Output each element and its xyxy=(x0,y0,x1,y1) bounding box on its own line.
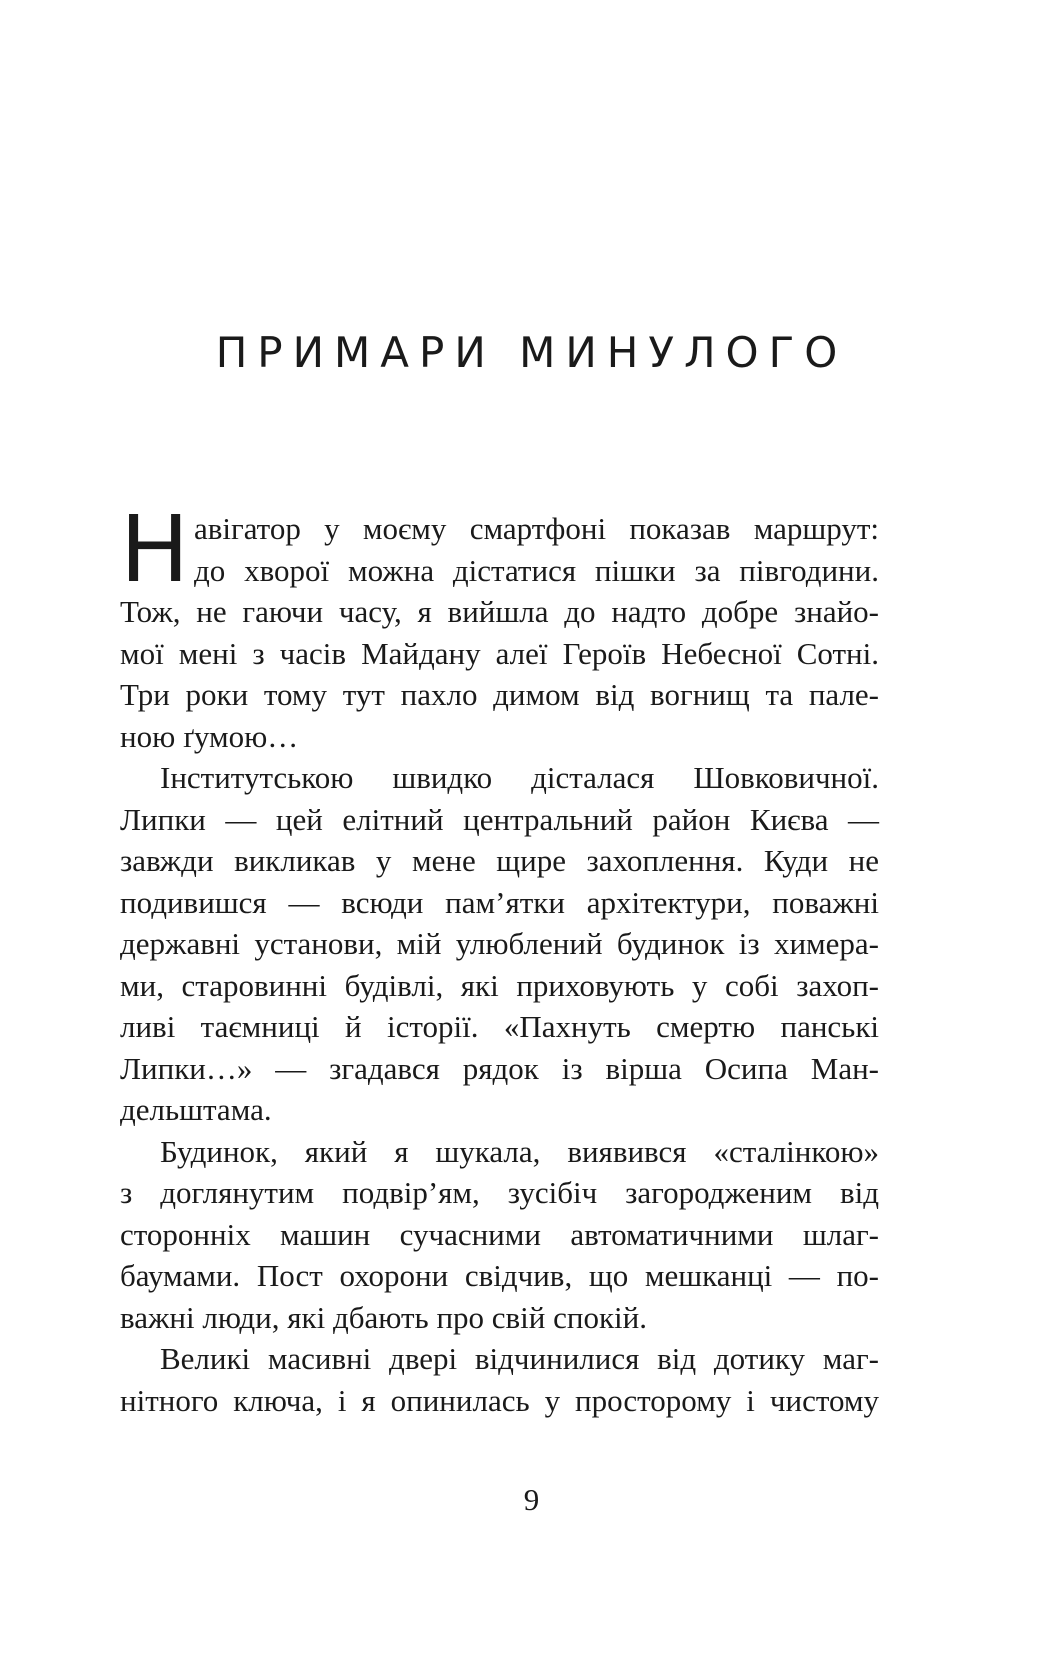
text-line: ною ґумою… xyxy=(120,718,299,754)
text-line: ливі таємниці й історії. «Пахнуть смертю панські xyxy=(120,1009,879,1044)
text-line: Будинок, який я шукала, виявився «сталінкою» xyxy=(160,1133,879,1169)
text-line: з доглянутим подвір’ям, зусібіч загородженим від xyxy=(120,1175,879,1210)
text-line: подивишся — всюди пам’ятки архітектури, поважні xyxy=(120,884,879,920)
text-line: завжди викликав у мене щире захоплення. Куди не xyxy=(120,843,879,878)
text-line: нітного ключа, і я опинилась у просторому і чистому xyxy=(120,1382,879,1418)
text-line: Три роки тому тут пахло димом від вогнищ та пале- xyxy=(120,677,879,712)
text-line: Тож, не гаючи часу, я вийшла до надто добре знайо- xyxy=(120,594,879,629)
text-line: сторонніх машин сучасними автоматичними шлаг- xyxy=(120,1216,879,1252)
text-line: баумами. Пост охорони свідчив, що мешканці — по- xyxy=(120,1258,879,1293)
text-line: Липки — цей елітний центральний район Києва — xyxy=(120,801,879,837)
text-line: державні установи, мій улюблений будинок із химера- xyxy=(120,926,879,961)
text-line: до хворої можна дістатися пішки за півгодини. xyxy=(194,552,879,588)
text-line: Інститутською швидко дісталася Шовковичної. xyxy=(160,760,879,795)
text-line: дельштама. xyxy=(120,1092,272,1127)
text-line: Липки…» — згадався рядок із вірша Осипа Ман- xyxy=(120,1050,879,1086)
text-line: авігатор у моєму смартфоні показав маршрут: xyxy=(194,511,879,546)
chapter-title: ПРИМАРИ МИНУЛОГО xyxy=(215,328,848,377)
page-number: 9 xyxy=(523,1482,540,1517)
body-text xyxy=(120,496,879,1421)
text-line: Великі масивні двері відчинилися від дотику маг- xyxy=(160,1341,879,1376)
drop-cap: Н xyxy=(120,496,190,603)
text-line: ми, старовинні будівлі, які приховують у собі захоп- xyxy=(120,967,879,1003)
text-line: мої мені з часів Майдану алеї Героїв Небесної Сотні. xyxy=(120,635,879,671)
text-line: важні люди, які дбають про свій спокій. xyxy=(120,1299,647,1335)
